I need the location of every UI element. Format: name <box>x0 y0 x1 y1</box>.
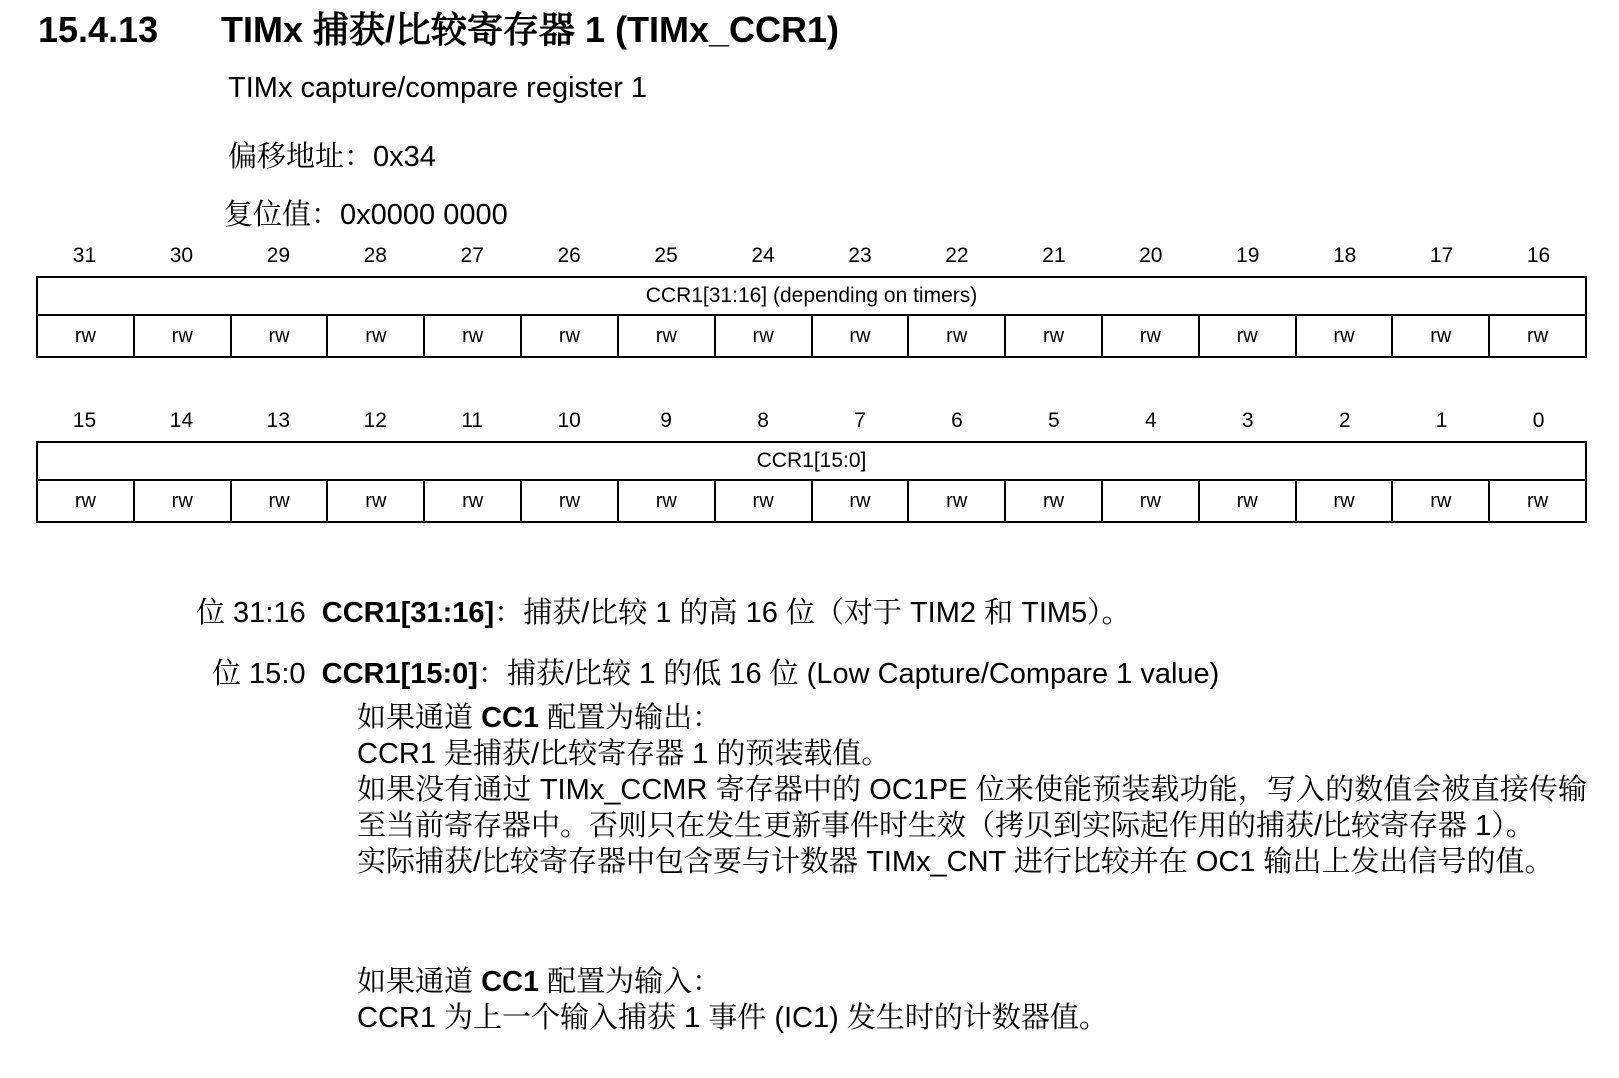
access-cell: rw <box>907 316 1004 356</box>
output-line-3: 实际捕获/比较寄存器中包含要与计数器 TIMx_CNT 进行比较并在 OC1 输出上发出信号的值。 <box>357 846 1554 878</box>
bit-number: 13 <box>266 409 291 432</box>
access-cell: rw <box>1101 481 1198 521</box>
bit-number: 15 <box>72 409 97 432</box>
bit-range: 位 31:16 <box>196 597 306 629</box>
access-cell: rw <box>133 316 230 356</box>
reset-label: 复位值： <box>224 199 341 231</box>
bit-number: 17 <box>1429 244 1454 267</box>
register-subtitle: TIMx capture/compare register 1 <box>228 72 648 104</box>
access-cell: rw <box>1004 316 1101 356</box>
access-cell: rw <box>1391 316 1488 356</box>
bit-number: 27 <box>460 244 484 267</box>
access-cell: rw <box>1198 481 1295 521</box>
bit-number: 3 <box>1241 409 1254 432</box>
access-cell: rw <box>811 316 908 356</box>
bit-number: 6 <box>951 409 963 432</box>
bit-number: 29 <box>266 244 291 267</box>
input-heading-channel: CC1 <box>481 966 540 998</box>
field-name: CCR1[31:16] <box>321 597 495 629</box>
bit-number: 31 <box>72 244 97 267</box>
bit-number: 21 <box>1042 244 1066 267</box>
input-line-1: CCR1 为上一个输入捕获 1 事件 (IC1) 发生时的计数器值。 <box>357 1002 1108 1034</box>
bit-number: 25 <box>654 244 678 267</box>
bit-number: 12 <box>363 409 387 432</box>
bit-number: 0 <box>1532 409 1545 432</box>
access-cell: rw <box>230 481 327 521</box>
bit-number: 24 <box>751 244 775 267</box>
reset-val: 0x0000 0000 <box>340 199 508 231</box>
field-name-lower: CCR1[15:0] <box>36 441 1587 481</box>
section-title: TIMx 捕获/比较寄存器 1 (TIMx_CCR1) <box>221 9 840 50</box>
bit-number: 11 <box>461 409 484 432</box>
access-cell: rw <box>617 481 714 521</box>
access-cell: rw <box>1488 481 1585 521</box>
field-name: CCR1[15:0] <box>321 658 478 690</box>
offset-address <box>228 134 436 175</box>
access-cell: rw <box>1101 316 1198 356</box>
bit-number: 22 <box>945 244 969 267</box>
access-cell: rw <box>520 481 617 521</box>
bit-number: 26 <box>557 244 581 267</box>
section-number: 15.4.13 <box>38 9 159 50</box>
access-cell: rw <box>74 489 96 512</box>
bit-number: 10 <box>557 409 581 432</box>
bit-number: 23 <box>848 244 872 267</box>
bit-numbers-lower <box>36 401 1587 441</box>
access-cell: rw <box>1295 481 1392 521</box>
access-cell: rw <box>1295 316 1392 356</box>
field-description: ：捕获/比较 1 的低 16 位 (Low Capture/Compare 1 value) <box>477 658 1220 690</box>
access-cell: rw <box>811 481 908 521</box>
bit-numbers-upper <box>36 236 1587 276</box>
bit-desc-31-16 <box>196 590 1131 631</box>
bit-number: 1 <box>1435 409 1448 432</box>
access-cell: rw <box>74 324 96 347</box>
access-cell: rw <box>714 316 811 356</box>
access-cell: rw <box>1391 481 1488 521</box>
access-cell: rw <box>1488 316 1585 356</box>
access-cell: rw <box>907 481 1004 521</box>
access-cell: rw <box>423 316 520 356</box>
access-cell: rw <box>326 481 423 521</box>
bit-number: 20 <box>1139 244 1163 267</box>
access-cell: rw <box>230 316 327 356</box>
bit-range: 位 15:0 <box>212 658 306 690</box>
bit-number: 14 <box>169 409 194 432</box>
bit-number: 2 <box>1338 409 1351 432</box>
output-heading <box>357 700 1587 736</box>
output-heading-post: 配置为输出： <box>539 702 722 734</box>
bit-number: 19 <box>1236 244 1260 267</box>
access-cell: rw <box>423 481 520 521</box>
output-line-1: CCR1 是捕获/比较寄存器 1 的预装载值。 <box>357 738 891 770</box>
output-line-2: 如果没有通过 TIMx_CCMR 寄存器中的 OC1PE 位来使能预装载功能，写入的数值会被直接传输至当前寄存器中。否则只在发生更新事件时生效（拷贝到实际起作用的捕获/比较寄存器 1）。 <box>357 774 1587 842</box>
bit-desc-15-0 <box>212 651 1219 692</box>
output-heading-channel: CC1 <box>481 702 540 734</box>
access-cell: rw <box>714 481 811 521</box>
bit-number: 30 <box>169 244 194 267</box>
input-config-block <box>357 964 1587 1036</box>
field-description: ：捕获/比较 1 的高 16 位（对于 TIM2 和 TIM5）。 <box>494 597 1131 629</box>
output-heading-pre: 如果通道 <box>357 702 482 734</box>
bit-number: 5 <box>1048 409 1060 432</box>
access-cell: rw <box>617 316 714 356</box>
offset-label: 偏移地址： <box>228 141 374 173</box>
bit-number: 9 <box>660 409 672 432</box>
bit-number: 4 <box>1144 409 1157 432</box>
input-heading-post: 配置为输入： <box>539 966 722 998</box>
section-heading <box>38 2 839 53</box>
input-heading <box>357 964 1587 1000</box>
access-cell: rw <box>1198 316 1295 356</box>
access-cell: rw <box>1004 481 1101 521</box>
register-table-upper <box>36 236 1587 358</box>
field-name-upper: CCR1[31:16] (depending on timers) <box>36 276 1587 316</box>
access-cell: rw <box>133 481 230 521</box>
bit-number: 18 <box>1332 244 1357 267</box>
access-cell: rw <box>326 316 423 356</box>
bit-number: 16 <box>1526 244 1551 267</box>
reset-value <box>224 192 508 233</box>
bit-number: 7 <box>854 409 866 432</box>
output-config-block <box>357 700 1587 880</box>
register-table-lower <box>36 401 1587 523</box>
access-cell: rw <box>520 316 617 356</box>
access-row-lower <box>36 481 1587 523</box>
bit-number: 28 <box>363 244 387 267</box>
offset-value: 0x34 <box>373 141 436 173</box>
input-heading-pre: 如果通道 <box>357 966 482 998</box>
access-row-upper <box>36 316 1587 358</box>
bit-number: 8 <box>757 409 769 432</box>
